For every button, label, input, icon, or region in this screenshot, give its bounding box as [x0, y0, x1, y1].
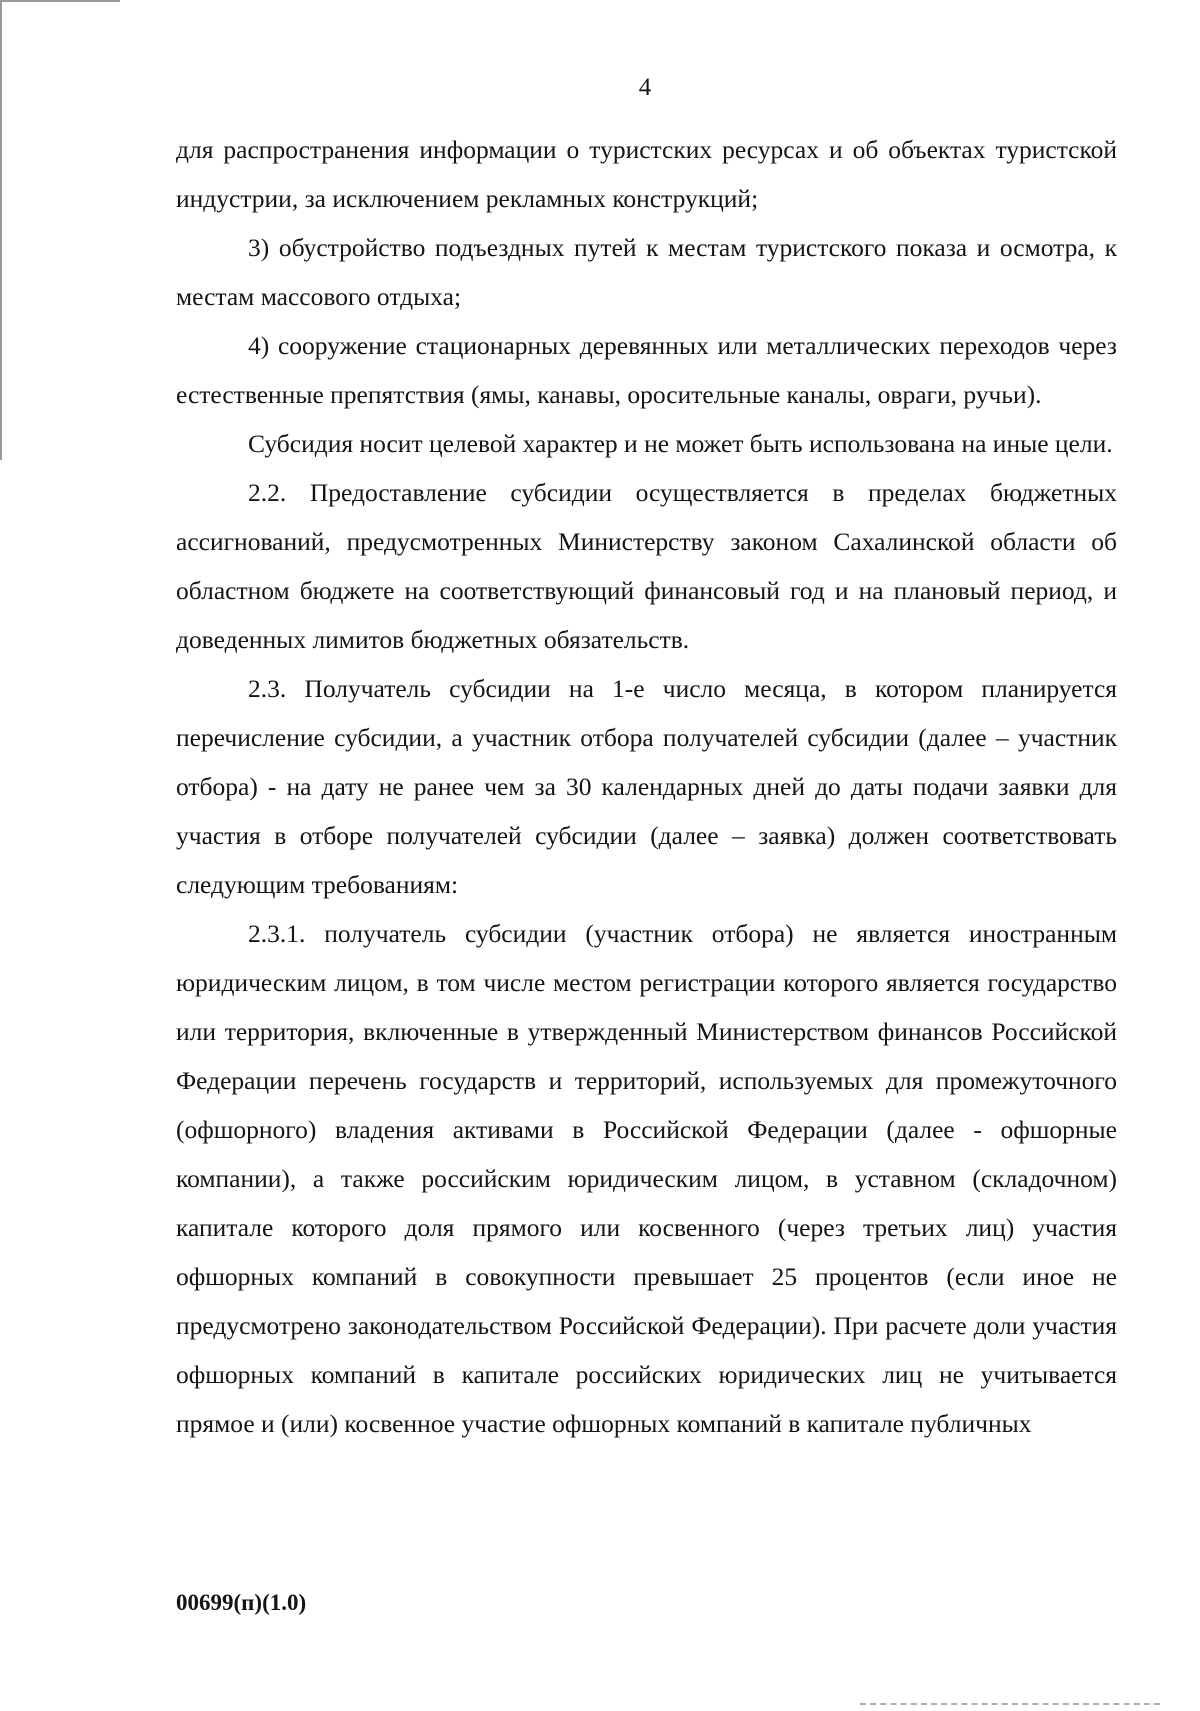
scan-edge-bottom: [860, 1703, 1160, 1707]
scan-edge-top: [0, 0, 120, 2]
paragraph-continuation: для распространения информации о туристских ресурсах и об объектах туристской индустрии, за исключением рекламных конструкций;: [176, 135, 1117, 213]
paragraph-2-3-1: 2.3.1. получатель субсидии (участник отбора) не является иностранным юридическим лицом, в том числе местом регистрации которого является государство или территория, включенные в утвержденный Министерством финансов Российской Федерации перечень государств и территорий, используемых для промежуточного (офшорного) владения активами в Российской Федерации (далее - офшорные компании), а также российским юридическим лицом, в уставном (складочном) капитале которого доля прямого или косвенного (через третьих лиц) участия офшорных компаний в совокупности превышает 25 процентов (если иное не предусмотрено законодательством Российской Федерации). При расчете доли участия офшорных компаний в капитале российских юридических лиц не учитывается прямое и (или) косвенное участие офшорных компаний в капитале публичных: [176, 919, 1117, 1438]
scan-edge-left: [0, 0, 2, 460]
paragraph-2-2: 2.2. Предоставление субсидии осуществляется в пределах бюджетных ассигнований, предусмотренных Министерству законом Сахалинской области об областном бюджете на соответствующий финансовый год и на плановый период, и доведенных лимитов бюджетных обязательств.: [176, 478, 1117, 654]
paragraph-item-4: 4) сооружение стационарных деревянных или металлических переходов через естественные препятствия (ямы, канавы, оросительные каналы, овраги, ручьи).: [176, 331, 1117, 409]
page-number: 4: [638, 74, 652, 101]
document-code: 00699(п)(1.0): [176, 1590, 307, 1615]
paragraph-item-3: 3) обустройство подъездных путей к местам туристского показа и осмотра, к местам массового отдыха;: [176, 233, 1117, 311]
paragraph-2-3: 2.3. Получатель субсидии на 1-е число месяца, в котором планируется перечисление субсидии, а участник отбора получателей субсидии (далее – участник отбора) - на дату не ранее чем за 30 календарных дней до даты подачи заявки для участия в отборе получателей субсидии (далее – заявка) должен соответствовать следующим требованиям:: [176, 674, 1117, 899]
document-body: [176, 125, 1117, 1448]
paragraph-subsidy-purpose: Субсидия носит целевой характер и не может быть использована на иные цели.: [248, 429, 1113, 458]
